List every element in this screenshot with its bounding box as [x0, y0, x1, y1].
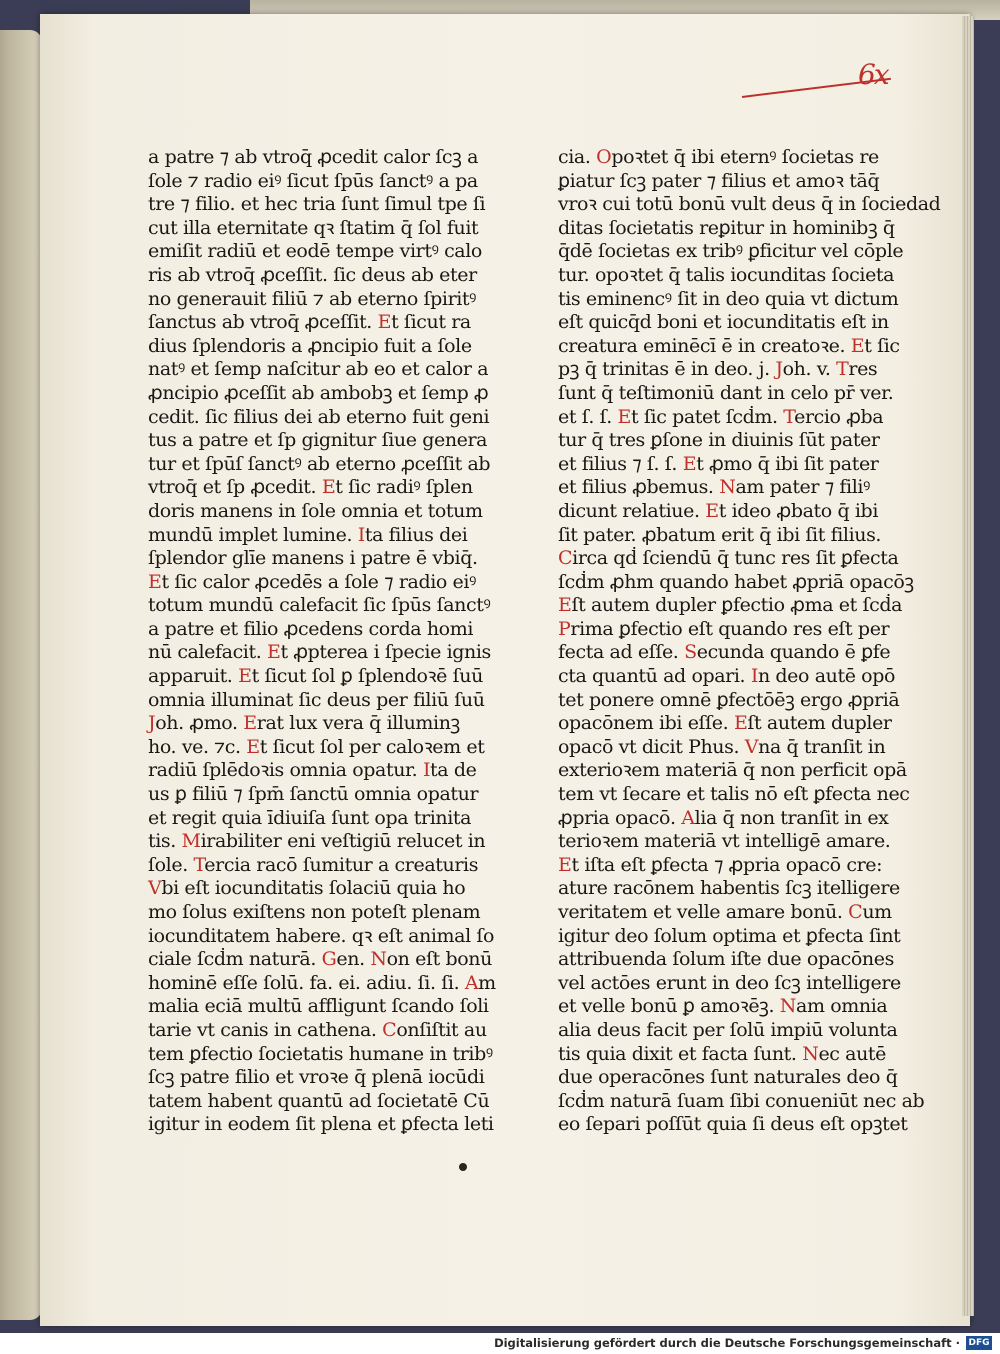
text-line: tur q̄ tres ꝑſone in diuinis ſūt pater [558, 429, 880, 452]
text-line: vtroq̄ et ſp ꝓcedit. Et ſic radiꝰ ſplen [148, 476, 473, 499]
text-line: ſole. Tercia racō ſumitur a creaturis [148, 853, 479, 876]
text-line: ſunt q̄ teſtimoniū dant in celo pr̄ ver. [558, 381, 894, 404]
text-line: igitur in eodem ſit plena et ꝑfecta leti [148, 1113, 494, 1136]
text-line: ho. ve. ⁊c. Et ſicut ſol per caloꝛem et [148, 735, 485, 758]
text-line: totum mundū calefacit ſic ſpūs ſanctꝰ [148, 594, 491, 617]
text-line: iocunditatem habere. qꝛ eſt animal ſo [148, 924, 495, 947]
text-line: radiū ſplēdoꝛis omnia opatur. Ita de [148, 759, 477, 782]
funding-credit: Digitalisierung gefördert durch die Deutsche Forschungsgemeinschaft · [494, 1336, 960, 1350]
text-line: fecta ad eſſe. Secunda quando ē ꝑfe [558, 641, 891, 664]
text-line: eſt quicq̄d boni et iocunditatis eſt in [558, 311, 889, 334]
text-line: ſplendor glīe manens i patre ē vbiq̄. [148, 547, 478, 570]
text-line: us ꝑ filiū ⁊ ſpm̄ ſanctū omnia opatur [148, 783, 479, 806]
text-line: attribuenda ſolum iſte due opacōnes [558, 948, 894, 971]
ink-dot [459, 1163, 467, 1171]
text-line: cut illa eternitate qꝛ ſtatim q̄ ſol fuit [148, 216, 479, 239]
text-column-left [148, 146, 496, 1137]
text-line: tus a patre et ſp gignitur ſiue genera [148, 429, 488, 452]
text-line: ſcꝫ patre filio et vroꝛe q̄ plenā iocūdi [148, 1066, 485, 1089]
text-line: Prima ꝑfectio eſt quando res eſt per [558, 617, 890, 640]
text-line: eo ſepari poſſūt quia ſi deus eſt opꝫtet [558, 1113, 908, 1136]
text-line: malia eciā multū affligunt ſcando ſoli [148, 995, 489, 1018]
text-line: mundū implet lumine. Ita filius dei [148, 523, 468, 546]
text-line: et regit quia īdiuiſa ſunt opa trinita [148, 806, 472, 829]
text-line: tem ꝑfectio ſocietatis humane in tribꝰ [148, 1042, 493, 1065]
page-stack-edge [962, 16, 974, 1316]
text-line: q̄dē ſocietas ex tribꝰ ꝑficitur vel cōple [558, 240, 904, 263]
text-line: vroꝛ cui totū bonū vult deus q̄ in ſociedad [558, 193, 941, 216]
text-line: mo ſolus exiſtens non poteſt plenam [148, 901, 481, 923]
footer-bar [0, 1333, 1000, 1354]
text-line: tis. Mirabiliter eni veſtigiū relucet in [148, 830, 486, 853]
text-line: terioꝛem materiā vt intelligē amare. [558, 830, 891, 853]
text-line: igitur deo ſolum optima et ꝑfecta ſint [558, 924, 901, 947]
text-line: ciale ſcḋm naturā. Gen. Non eſt bonū [148, 948, 492, 971]
text-line: tur et ſpūſ ſanctꝰ ab eterno ꝓceſſit ab [148, 452, 491, 475]
text-line: cta quantū ad opari. In deo autē opō [558, 665, 896, 688]
left-page-edge [0, 30, 42, 1320]
text-line: ſit pater. ꝓbatum erit q̄ ibi ſit filius. [558, 523, 882, 546]
text-line: opacōnem ibi eſſe. Eſt autem dupler [558, 712, 892, 735]
text-line: et filius ꝓbemus. Nam pater ⁊ filiꝰ [558, 476, 870, 499]
text-line: tet ponere omnē ꝑfectōēꝫ ergo ꝓpriā [558, 688, 900, 711]
text-line: natꝰ et ſemp naſcitur ab eo et calor a [148, 358, 489, 381]
text-line: ris ab vtroq̄ ꝓceſſit. ſic deus ab eter [148, 263, 477, 286]
text-line: et filius ⁊ ſ. ſ. Et ꝓmo q̄ ibi ſit pater [558, 452, 879, 475]
text-line: Circa qḋ ſciendū q̄ tunc res ſit ꝑfecta [558, 547, 899, 570]
text-line: no generauit filiū ⁊ ab eterno ſpiritꝰ [148, 287, 477, 310]
text-line: et ſ. ſ. Et ſic patet ſcḋm. Tercio ꝓba [558, 405, 884, 428]
text-line: ſanctus ab vtroq̄ ꝓceſſit. Et ſicut ra [148, 311, 471, 334]
text-line: Joh. ꝓmo. Erat lux vera q̄ illuminꝫ [148, 712, 460, 735]
text-line: ſole ⁊ radio eiꝰ ſicut ſpūs ſanctꝰ a pa [148, 169, 478, 192]
text-line: emiſit radiū et eodē tempe virtꝰ calo [148, 240, 482, 263]
text-line: due operacōnes ſunt naturales deo q̄ [558, 1066, 898, 1089]
text-line: a patre ⁊ ab vtroq̄ ꝓcedit calor ſcꝫ a [148, 146, 479, 168]
text-line: doris manens in ſole omnia et totum [148, 499, 483, 522]
folio-number: 6x [858, 58, 888, 91]
text-line: tem vt ſecare et talis nō eſt ꝑfecta nec [558, 783, 910, 806]
text-line: tarie vt canis in cathena. Conſiſtit au [148, 1018, 487, 1041]
dfg-logo: DFG [966, 1336, 992, 1350]
text-line: ꝓncipio ꝓceſſit ab ambobꝫ et ſemp ꝓ [148, 381, 489, 404]
text-line: apparuit. Et ſicut ſol ꝑ ſplendoꝛē ſuū [148, 665, 483, 688]
text-line: Et ſic calor ꝓcedēs a ſole ⁊ radio eiꝰ [148, 570, 476, 593]
text-line: pꝫ q̄ trinitas ē in deo. j. Joh. v. Tres [558, 358, 878, 381]
text-line: Vbi eſt iocunditatis ſolaciū quia ho [148, 877, 466, 900]
text-line: ſcḋm naturā ſuam ſibi conueniūt nec ab [558, 1089, 925, 1112]
text-column-right [558, 146, 941, 1137]
text-line: ꝑiatur ſcꝫ pater ⁊ filius et amoꝛ tāq̄ [558, 169, 880, 192]
text-line: Et iſta eſt ꝑfecta ⁊ ꝓpria opacō cre: [558, 853, 883, 876]
text-line: hominē eſſe ſolū. fa. ei. adiu. ſi. ſi. Am [148, 971, 496, 994]
text-line: ſcḋm ꝓhm quando habet ꝓpriā opacōꝫ [558, 570, 914, 593]
text-line: tre ⁊ filio. et hec tria ſunt ſimul tpe ſi [148, 193, 486, 216]
text-line: omnia illuminat ſic deus per filiū ſuū [148, 688, 485, 711]
text-line: dius ſplendoris a ꝓncipio fuit a ſole [148, 334, 472, 357]
text-line: exterioꝛem materiā q̄ non perficit opā [558, 759, 907, 782]
text-line: Eſt autem dupler ꝑfectio ꝓma et ſcḋa [558, 594, 903, 617]
text-line: alia deus facit per ſolū impiū volunta [558, 1018, 898, 1041]
text-line: cia. Opoꝛtet q̄ ibi eternꝰ ſocietas re [558, 146, 879, 168]
text-line: nū calefacit. Et ꝓpterea i ſpecie ignis [148, 641, 491, 664]
text-line: dicunt relatiue. Et ideo ꝓbato q̄ ibi [558, 499, 878, 522]
text-line: ature racōnem habentis ſcꝫ itelligere [558, 877, 900, 900]
text-line: tis quia dixit et facta ſunt. Nec autē [558, 1042, 887, 1065]
text-line: tur. opoꝛtet q̄ talis iocunditas ſocieta [558, 263, 895, 286]
text-line: tis eminencꝰ ſit in deo quia vt dictum [558, 287, 899, 310]
text-line: veritatem et velle amare bonū. Cum [558, 901, 892, 923]
text-line: tatem habent quantū ad ſocietatē Cū [148, 1089, 490, 1112]
text-line: opacō vt dicit Phus. Vna q̄ tranſit in [558, 735, 886, 758]
text-line: ditas ſocietatis reꝑitur in hominibꝫ q̄ [558, 216, 895, 239]
text-line: cedit. ſic filius dei ab eterno fuit geni [148, 405, 490, 428]
text-line: vel actōes erunt in deo ſcꝫ intelligere [558, 971, 901, 994]
text-line: et velle bonū ꝑ amoꝛēꝫ. Nam omnia [558, 995, 888, 1018]
text-line: a patre et filio ꝓcedens corda homi [148, 617, 474, 640]
text-line: ꝓpria opacō. Alia q̄ non tranſit in ex [558, 806, 889, 829]
text-line: creatura eminēcī ē in creatoꝛe. Et ſic [558, 334, 900, 357]
